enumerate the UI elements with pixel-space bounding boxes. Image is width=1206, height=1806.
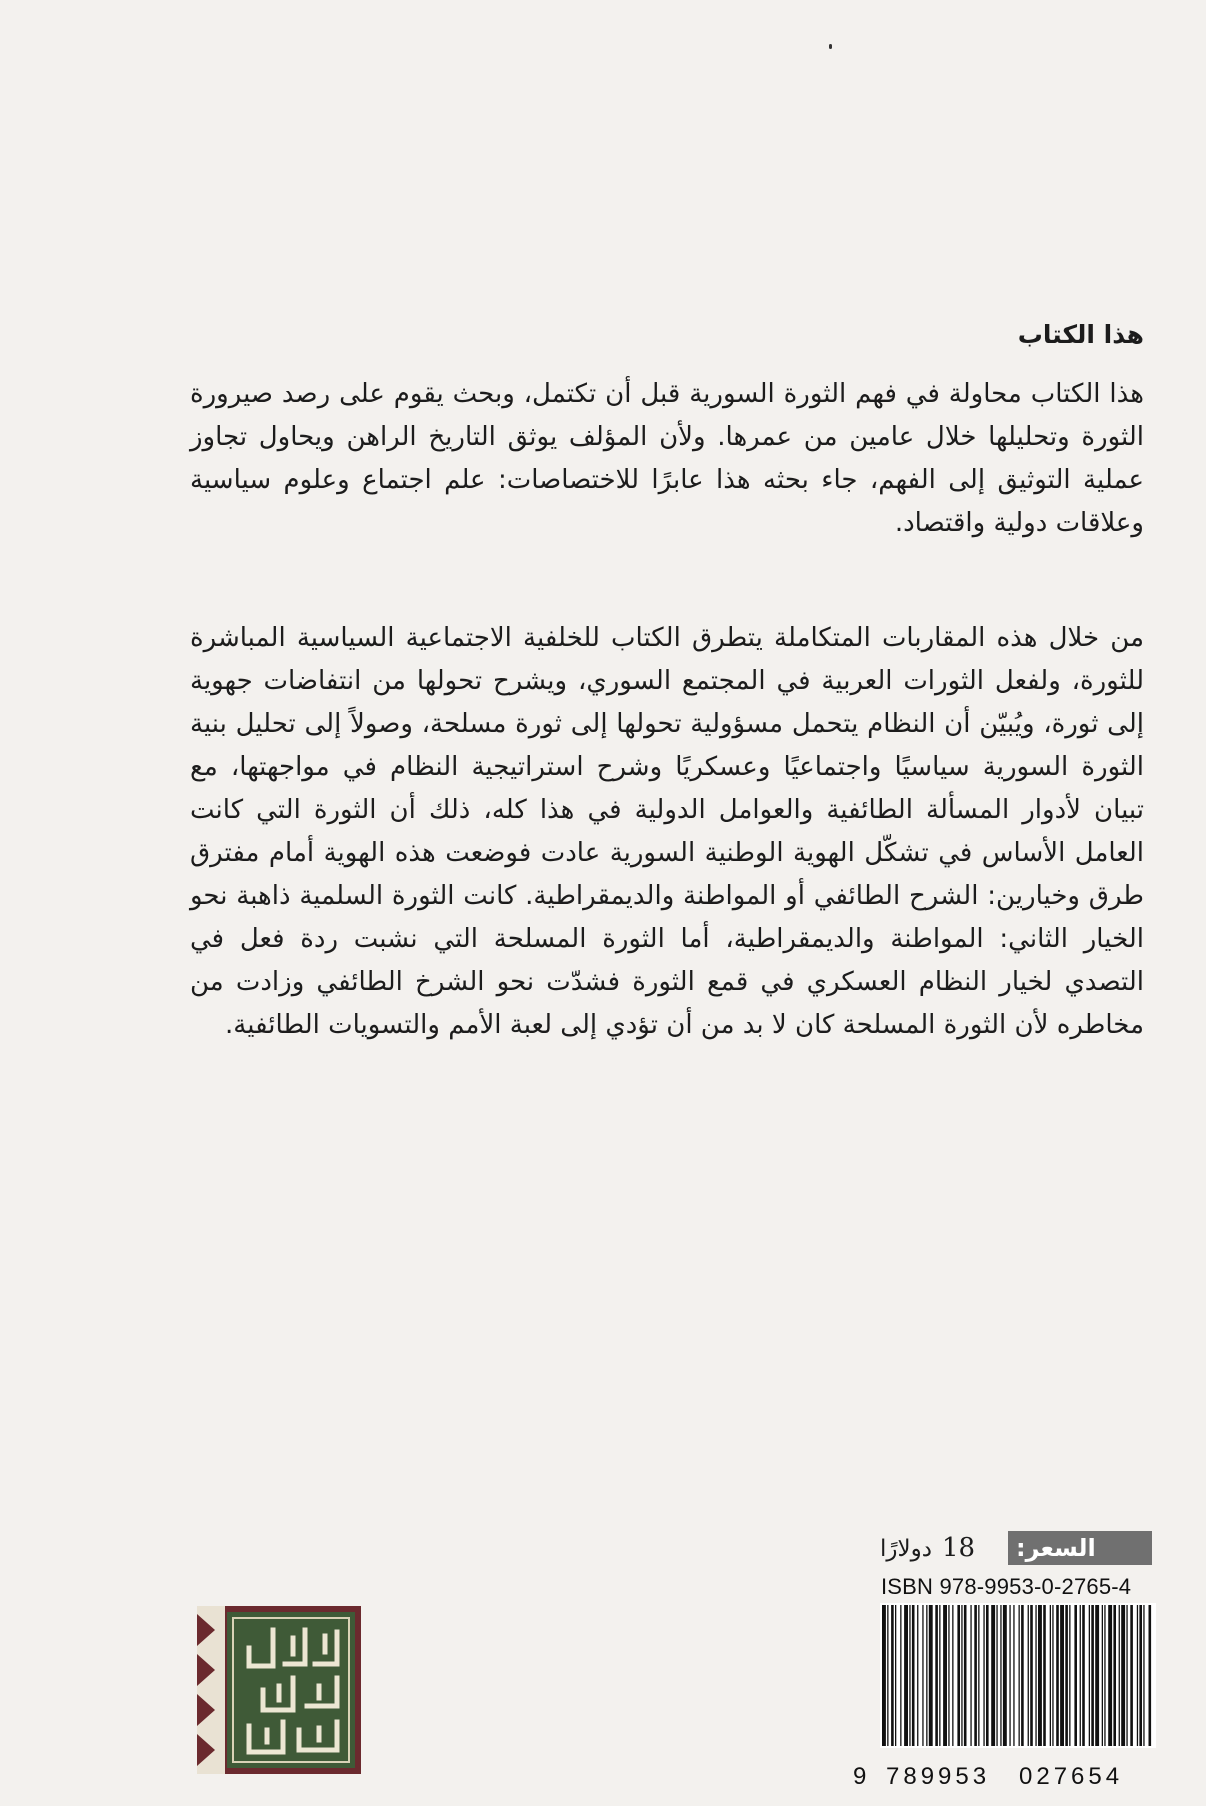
print-speck [829,44,832,49]
publisher-logo [197,1606,361,1774]
publisher-logo-icon [197,1606,361,1774]
isbn-number: ISBN 978-9953-0-2765-4 [881,1574,1132,1599]
price-value [880,1531,975,1565]
barcode-lead-digit: 9 [853,1763,867,1790]
barcode-digit-group-1: 789953 [886,1763,991,1790]
section-heading: هذا الكتاب [1017,320,1144,349]
barcode-digit-group-2: 027654 [1019,1763,1124,1790]
description-paragraph-2: من خلال هذه المقاربات المتكاملة يتطرق الكتاب للخلفية الاجتماعية السياسية المباشرة للثورة، ولفعل الثورات العربية في المجتمع السوري، ويشرح تحولها من انتفاضات جهوية إلى ثورة، ويُبيّن أن النظام يتحمل مسؤولية تحولها إلى ثورة مسلحة، وصولاً إلى تحليل بنية الثورة السورية سياسيًا واجتماعيًا وعسكريًا وشرح استراتيجية النظام في مواجهتها، مع تبيان لأدوار المسألة الطائفية والعوامل الدولية في هذا كله، ذلك أن الثورة التي كانت العامل الأساس في تشكّل الهوية الوطنية السورية عادت فوضعت هذه الهوية أمام مفترق طرق وخيارين: الشرح الطائفي أو المواطنة والديمقراطية. كانت الثورة السلمية ذاهبة نحو الخيار الثاني: المواطنة والديمقراطية، أما الثورة المسلحة التي نشبت ردة فعل في التصدي لخيار النظام العسكري في قمع الثورة فشدّت نحو الشرخ الطائفي وزادت من مخاطره لأن الثورة المسلحة كان لا بد من أن تؤدي إلى لعبة الأمم والتسويات الطائفية. [190,623,1144,1040]
price-currency: دولارًا [880,1536,932,1562]
description-paragraph-1: هذا الكتاب محاولة في فهم الثورة السورية قبل أن تكتمل، وبحث يقوم على رصد صيرورة الثورة وتحليلها خلال عامين من عمرها. ولأن المؤلف يوثق التاريخ الراهن ويحاول تجاوز عملية التوثيق إلى الفهم، جاء بحثه هذا عابرًا للاختصاصات: علم اجتماع وعلوم سياسية وعلاقات دولية واقتصاد. [190,379,1144,538]
price-row [880,1531,1152,1565]
price-label: السعر: [1008,1531,1152,1565]
barcode-icon [880,1603,1156,1748]
barcode [880,1603,1156,1748]
price-amount: 18 [941,1533,976,1563]
